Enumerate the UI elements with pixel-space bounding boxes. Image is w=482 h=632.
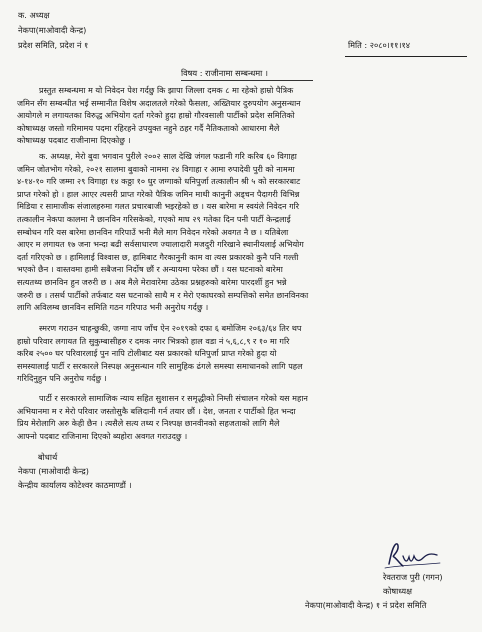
paragraph-resignation	[17, 84, 469, 147]
paragraph-line: जरुरी छ । तसर्थ पार्टीको तर्फबाट यस घटनाको साथै म र मेरो एकाघरको सम्पत्तिको समेत छानविनका	[17, 289, 309, 300]
paragraph-line: आयोगले म लगायतका विरुद्ध अभियोग दर्ता गरेको हुदा हाम्रो गौरवसाली पार्टीको प्रदेश समितिको	[17, 110, 295, 121]
subject-heading: विषय : राजीनामा सम्बन्धमा ।	[181, 68, 268, 78]
paragraph-land-history	[17, 150, 469, 314]
recipient-label: क. अध्यक्ष	[18, 10, 50, 20]
paragraph-line: आफ्नो पदबाट राजिनामा दिएको ब्यहोरा अवगत गराउदछु ।	[17, 430, 188, 441]
paragraph-line: आएर म लगायत १७ जना भन्दा बढी सर्वसाधारण ज्यालादारी मजदुरी गरिखाने स्थानीयलाई अभियोग	[17, 239, 304, 250]
cc-label: बोधार्थ	[38, 452, 58, 462]
signatory-org: नेकपा(माओवादी केन्द्र) १ नं प्रदेश समिति	[305, 600, 427, 610]
party-name: नेकपा(माओवादी केन्द्र)	[18, 25, 87, 35]
paragraph-line: भएको छैन । वास्तवमा हामी सबैजना निर्दोष छौं र अन्यायमा परेका छौं । यस घटनाको बारेमा	[17, 264, 283, 275]
paragraph-line: कोषाध्यक्ष जस्तो गरिमामय पदमा रहिरहने उपयुक्त नहुने ठहर गर्दै नैतिकताको आधारमा मैले	[17, 122, 280, 133]
paragraph-line: करिब २५०० घर परिवारलाई पुन नापि टोलीबाट यस प्रकारको धनिपुर्जा प्राप्त गरेको हुदा यो	[17, 348, 277, 359]
paragraph-line: जमिन सँग सम्बन्धीत भई सम्मानीत विशेष अदालतले गरेको फैसला, अख्तियार दुरुपयोग अनुसन्धान	[17, 97, 301, 108]
paragraph-commitment	[17, 392, 469, 442]
paragraph-line: लागि अविलम्ब छानविन समिति गठन गरिपाउ भनी अनुरोध गर्दछु ।	[17, 302, 209, 313]
paragraph-line: मिडिया र सामाजीक संजालहरुमा गलत प्रचारबाजी भइरहेको छ । यस बारेमा म स्वयंले निवेदन गरि	[17, 201, 300, 212]
letter-date: मिति : २०८०।११।१४	[348, 40, 411, 50]
paragraph-line: जमिन जोतभोग गरेको, २०२१ सालमा बुवाको नाममा २४ विगाहा र आमा रुपादेवी पुरी को नाममा	[17, 163, 295, 174]
paragraph-line: सत्यतथ्य छानविन हुन जरुरी छ । अब मैले मेरावारेमा उठेका प्रश्नहरुको बारेमा पारदर्शी हुन भन्ने	[17, 276, 287, 287]
cc-org: नेकपा (माओवादी केन्द्र)	[18, 466, 89, 476]
paragraph-line: प्राप्त गरेको हो । हाल आएर त्यसरी प्राप्त गरेको पैत्रिक जमिन माथी कानुनी अड्चन पैदागरी विभिन्न	[17, 188, 300, 199]
paragraph-line: तत्कालीन नेकपा कालमा नै छानविन गरिसकेको, गएको माघ २९ गतेका दिन पनी पार्टी केन्द्रलाई	[17, 213, 291, 224]
paragraph-line: समस्यालाई पार्टी र सरकारले निस्पक्ष अनुसन्धान गरि सामुहिक ढंगले समस्या समाधानको लागि पहल	[17, 360, 303, 371]
paragraph-line: स्मरण गराउन चाहन्छुकी, जग्गा नाप जाँच ऐन २०१९को दफा ६ बमोजिम २०६३/६४ तिर थप	[39, 323, 302, 333]
paragraph-line: सम्बोधन गरि यस बारेमा छानविन गरिपाउँ भनी मैले माग निवेदन गरेको अवगत नै छ । यतिबेला	[17, 226, 289, 237]
paragraph-line: गरिदिनुहुन पनि अनुरोध गर्दछु ।	[17, 373, 107, 384]
date-underline	[345, 56, 467, 57]
paragraph-line: हाम्रो परिवार लगायत ति सुकुम्बासीहरु र दमक नगर भित्रको हाल वडा नं ५,६,८,९ र १० मा गरि	[17, 335, 290, 346]
signatory-name: रेवतराज पुरी (गगन)	[383, 572, 443, 582]
paragraph-line: क. अध्यक्ष, मेरो बुवा भगवान पुरीले २००२ साल देखि जंगल फडानी गरि करिब ६० विगाहा	[39, 151, 297, 161]
paragraph-line: अभियानमा म र मेरो परिवार जस्तोसुकै बलिदानी गर्न तयार छौं । देश, जनता र पार्टीको हित भन्दा	[17, 405, 296, 416]
paragraph-line: कोषाध्यक्ष पदबाट राजीनामा दिएकोछु ।	[17, 135, 131, 146]
paragraph-line: ४-१४-१० गरि जम्मा २९ विगाहा १४ कठ्ठा १० धुर जग्गाको धनिपुर्जा तत्कालीन श्री ५ को सरकारबाट	[17, 176, 301, 187]
handwritten-signature	[383, 538, 443, 572]
paragraph-reminder	[17, 322, 469, 385]
paragraph-line: पार्टी र सरकारले सामाजिक न्याय सहित सुशासन र समृद्धीको निम्ती संचालन गरेको यस महान	[39, 393, 308, 403]
paragraph-line: प्रस्तुत सम्बन्धमा म यो निवेदन पेश गर्दछु कि झापा जिल्ला दमक ८ मा रहेको हाम्रो पैत्रिक	[39, 85, 294, 95]
cc-office: केन्द्रीय कार्यालय कोटेश्वर काठमाण्डौं ।	[18, 480, 132, 490]
paragraph-line: प्रिय मेरोलागि अरु केही छैन । त्यसैले सत्य तथ्य र निश्पक्ष छानवीनको सहजताको लागि मैले	[17, 418, 280, 429]
subject-underline	[181, 80, 313, 81]
committee-name: प्रदेश समिति, प्रदेश नं १	[18, 40, 89, 50]
paragraph-line: दर्ता गरिएको छ । हामिलाई विश्वास छ, हामिबाट गैरकानुनी काम वा त्यस प्रकारको कुनै पनि गल्ती	[17, 251, 299, 262]
signatory-title: कोषाध्यक्ष	[383, 586, 412, 596]
